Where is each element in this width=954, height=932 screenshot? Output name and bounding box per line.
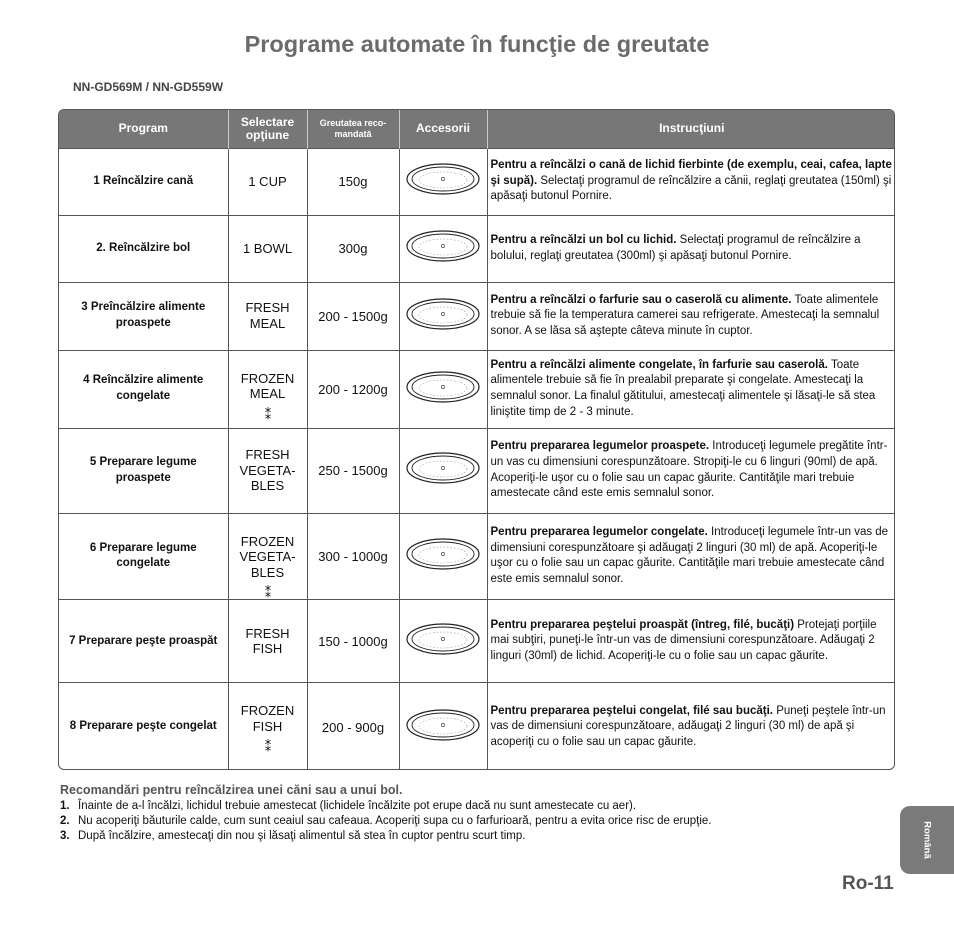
recommendation-item <box>60 829 712 844</box>
instruction-heading: Pentru a reîncălzi o farfurie sau o caserolă cu alimente. <box>490 293 792 306</box>
turntable-plate-icon <box>405 297 481 331</box>
instruction-text: Selectaţi programul de reîncălzire a bolului, reglaţi greutatea (300ml) şi apăsaţi butonul Pornire. <box>490 233 861 262</box>
accessory-cell <box>399 428 487 513</box>
instruction-heading: Pentru a reîncălzi o cană de lichid fierbinte (de exemplu, ceai, cafea, lapte şi supă). <box>490 159 892 187</box>
page-number: Ro-11 <box>842 873 894 894</box>
option-line: FROZEN <box>240 533 295 549</box>
header-option-line2: opţiune <box>245 127 290 142</box>
recommended-weight: 200 - 1200g <box>307 350 399 428</box>
instruction-text: Puneţi peştele într-un vas de dimensiuni corespunzătoare, adăugaţi 2 linguri (30 ml) de apă şi acoperiţi cu o folie sau un capac găurite. <box>490 704 886 748</box>
instruction-heading: Pentru a reîncălzi alimente congelate, în farfurie sau caserolă. <box>490 358 828 371</box>
recommendation-item <box>60 814 712 829</box>
header-weight-line1: Greutatea reco- <box>319 117 387 128</box>
option-cell <box>228 350 307 428</box>
option-line: BLES <box>250 478 285 494</box>
table-row <box>59 600 895 683</box>
plate-wrapper <box>405 537 481 576</box>
option-line: VEGETA- <box>239 549 296 565</box>
option-cell <box>228 282 307 350</box>
turntable-plate-icon <box>405 370 481 404</box>
recommendation-number: 2. <box>60 815 70 827</box>
option-line: VEGETA- <box>239 462 296 478</box>
frozen-icon: ⁑ <box>264 739 271 755</box>
plate-wrapper <box>405 297 481 336</box>
option-line: 1 BOWL <box>242 240 293 256</box>
instructions-cell <box>487 428 895 513</box>
header-weight-line2: mandată <box>334 128 372 139</box>
recommended-weight: 300 - 1000g <box>307 513 399 600</box>
page-title: Programe automate în funcţie de greutate <box>244 31 710 57</box>
turntable-plate-icon <box>405 229 481 263</box>
plate-wrapper <box>405 708 481 747</box>
header-option <box>228 110 307 148</box>
header-accessories: Accesorii <box>399 110 487 148</box>
option-cell <box>228 215 307 282</box>
option-line: FISH <box>252 641 283 657</box>
recommended-weight: 150 - 1000g <box>307 600 399 683</box>
turntable-plate-icon <box>405 708 481 742</box>
instructions-cell <box>487 600 895 683</box>
accessory-cell <box>399 215 487 282</box>
recommendation-text: După încălzire, amestecaţi din nou şi lăsaţi alimentul să stea în cuptor pentru scurt timp. <box>78 830 526 842</box>
header-instructions: Instrucţiuni <box>487 110 895 148</box>
frozen-icon: ⁑ <box>264 406 271 422</box>
turntable-plate-icon <box>405 162 481 196</box>
option-line: FRESH <box>245 447 290 463</box>
accessory-cell <box>399 282 487 350</box>
accessory-cell <box>399 148 487 215</box>
instructions-cell <box>487 148 895 215</box>
option-cell <box>228 148 307 215</box>
option-cell <box>228 683 307 770</box>
plate-wrapper <box>405 162 481 201</box>
recommended-weight: 250 - 1500g <box>307 428 399 513</box>
instruction-text: Protejaţi porţiile mai subţiri, puneţi-le într-un vas de dimensiuni corespunzătoare. Adăugaţi 2 linguri (30ml) de lichid. Acoperiţi-le cu o folie sau un capac găurite. <box>490 618 877 663</box>
instructions-cell <box>487 350 895 428</box>
instruction-text: Selectaţi programul de reîncălzire a cănii, reglaţi greutatea (150ml) şi apăsaţi butonul Pornire. <box>490 174 892 203</box>
program-name: 5 Preparare legume proaspete <box>59 428 228 513</box>
recommendation-number: 3. <box>60 830 70 842</box>
option-cell <box>228 513 307 600</box>
option-line: FISH <box>252 718 283 734</box>
table-row <box>59 282 895 350</box>
accessory-cell <box>399 683 487 770</box>
plate-wrapper <box>405 622 481 661</box>
option-cell <box>228 428 307 513</box>
program-name: 2. Reîncălzire bol <box>59 215 228 282</box>
recommendations-list <box>60 799 712 844</box>
plate-wrapper <box>405 370 481 409</box>
recommendation-number: 1. <box>60 800 70 812</box>
header-option-line1: Selectare <box>240 115 295 130</box>
program-name: 4 Reîncălzire alimente congelate <box>59 350 228 428</box>
option-line: FROZEN <box>240 370 295 386</box>
instructions-cell <box>487 683 895 770</box>
table-row <box>59 428 895 513</box>
plate-wrapper <box>405 229 481 268</box>
program-name: 8 Preparare peşte congelat <box>59 683 228 770</box>
program-name: 7 Preparare peşte proaspăt <box>59 600 228 683</box>
accessory-cell <box>399 513 487 600</box>
language-label: Română <box>921 821 933 859</box>
option-line: FROZEN <box>240 703 295 719</box>
language-tab <box>900 806 954 874</box>
turntable-plate-icon <box>405 622 481 656</box>
instructions-cell <box>487 513 895 600</box>
table-row <box>59 350 895 428</box>
program-name: 3 Preîncălzire alimente proaspete <box>59 282 228 350</box>
option-cell <box>228 600 307 683</box>
model-numbers: NN-GD569M / NN-GD559W <box>73 80 224 94</box>
header-program: Program <box>59 110 228 148</box>
instruction-text: Introduceţi legumele într-un vas de dimensiuni corespunzătoare şi adăugaţi 2 linguri (30 ml) de apă. Acoperiţi-le uşor cu o folie sau un capac găurite. Cantităţile mari trebuie amestecate când este emis semnalul sonor. <box>490 526 889 586</box>
table-row <box>59 683 895 770</box>
option-line: FRESH <box>245 300 290 316</box>
turntable-plate-icon <box>405 451 481 485</box>
table-row <box>59 215 895 282</box>
accessory-cell <box>399 350 487 428</box>
table-header-row <box>59 110 895 148</box>
option-line: BLES <box>250 564 285 580</box>
option-line: 1 CUP <box>248 173 287 189</box>
program-name: 6 Preparare legume congelate <box>59 513 228 600</box>
instructions-cell <box>487 215 895 282</box>
recommended-weight: 200 - 900g <box>307 683 399 770</box>
recommendation-text: Înainte de a-l încălzi, lichidul trebuie amestecat (lichidele încălzite pot erupe dacă nu sunt amestecate cu aer). <box>78 800 637 812</box>
plate-wrapper <box>405 451 481 490</box>
table-row <box>59 513 895 600</box>
recommendation-text: Nu acoperiţi băuturile calde, cum sunt ceaiul sau cafeaua. Acoperiţi supa cu o farfurioară, pentru a evita orice risc de erupţie. <box>78 815 712 827</box>
program-name: 1 Reîncălzire cană <box>59 148 228 215</box>
turntable-plate-icon <box>405 537 481 571</box>
instruction-heading: Pentru a reîncălzi un bol cu lichid. <box>490 233 677 246</box>
instruction-heading: Pentru prepararea legumelor congelate. <box>490 526 708 539</box>
option-line: MEAL <box>249 386 286 402</box>
accessory-cell <box>399 600 487 683</box>
recommendation-item <box>60 799 712 814</box>
instruction-heading: Pentru prepararea peştelui congelat, filé sau bucăţi. <box>490 704 773 717</box>
instruction-text: Toate alimentele trebuie să fie în prealabil preparate şi congelate. Amestecaţi la semnalul sonor. La finalul gătitului, amestecaţi alimentele şi lăsaţi-le să stea liniştite timp de 2 - 3 minute. <box>490 358 876 418</box>
recommended-weight: 150g <box>307 148 399 215</box>
recommended-weight: 300g <box>307 215 399 282</box>
instruction-text: Introduceţi legumele pregătite într-un vas cu dimensiuni corespunzătoare. Stropiţi-le cu 6 linguri (90ml) de apă. Acoperiţi-le uşor cu o folie sau un capac găurite. Cantităţile mari trebuie amestecate când este emis semnalul sonor. <box>490 440 888 500</box>
frozen-icon: ⁑ <box>264 585 271 601</box>
recommended-weight: 200 - 1500g <box>307 282 399 350</box>
programs-table <box>58 109 895 770</box>
option-line: FRESH <box>245 625 290 641</box>
instructions-cell <box>487 282 895 350</box>
table-row <box>59 148 895 215</box>
header-weight <box>307 110 399 148</box>
option-line: MEAL <box>249 316 286 331</box>
instruction-heading: Pentru prepararea peştelui proaspăt (întreg, filé, bucăţi) <box>490 618 795 631</box>
instruction-heading: Pentru prepararea legumelor proaspete. <box>490 440 710 453</box>
recommendations-title: Recomandări pentru reîncălzirea unei căni sau a unui bol. <box>60 783 403 797</box>
instruction-text: Toate alimentele trebuie să fie la temperatura camerei sau refrigerate. Amestecaţi la semnalul sonor. A se lăsa să aştepte câteva minute în cuptor. <box>490 293 880 337</box>
